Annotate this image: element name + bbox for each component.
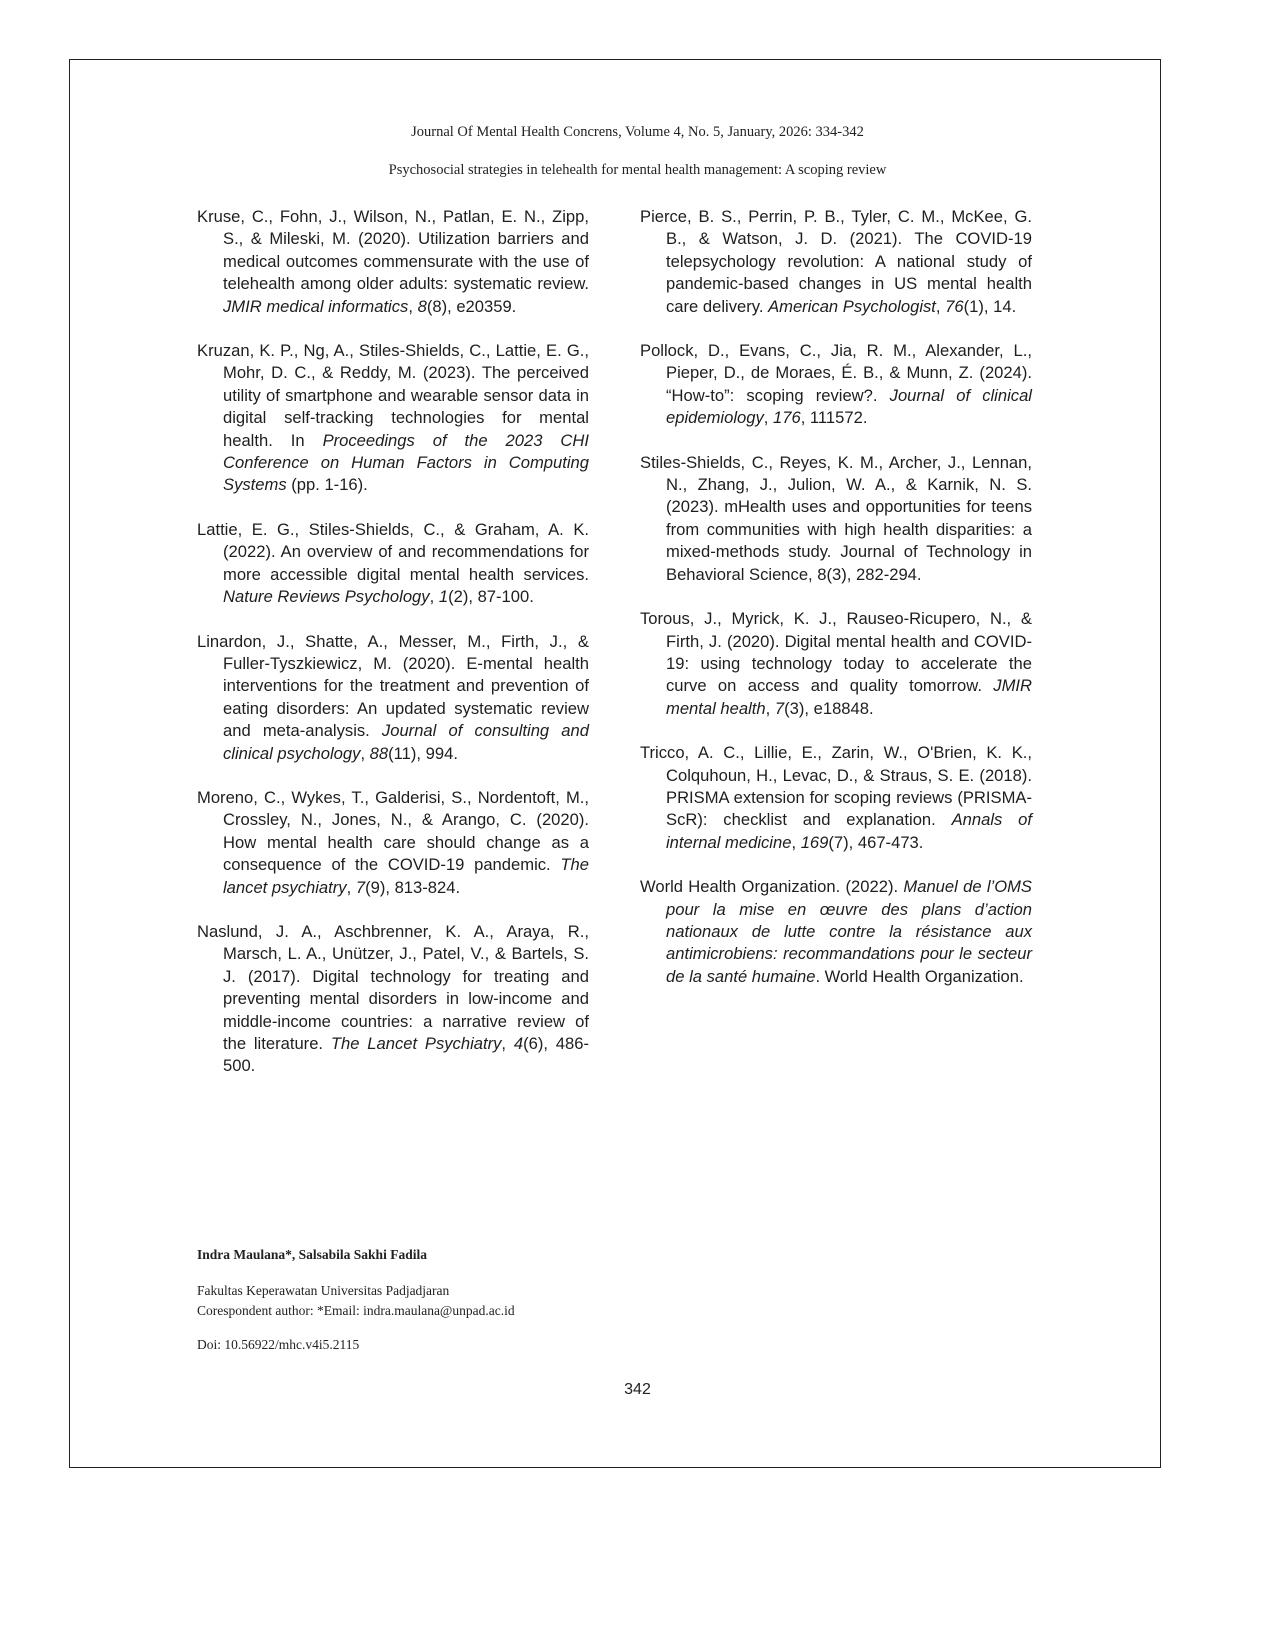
reference-source: JMIR mental health <box>666 676 1032 718</box>
reference-separator: , <box>791 832 801 852</box>
reference-entry <box>197 206 589 318</box>
reference-separator: , <box>763 408 774 428</box>
reference-details: (11), 994. <box>388 743 458 763</box>
reference-text: Naslund, J. A., Aschbrenner, K. A., Araya, R., Marsch, L. A., Unützer, J., Patel, V., & Bartels, S. J. (2017). Digital technology for treating and preventing mental disorders in low-income and middle-income countries: a narrative review of the literature. <box>197 921 589 1053</box>
references-column-right <box>640 206 1032 1010</box>
references-column-left <box>197 206 589 1100</box>
reference-volume: 4 <box>513 1034 524 1053</box>
reference-source: Proceedings of the 2023 CHI Conference on Human Factors in Computing Systems <box>223 430 589 495</box>
reference-entry <box>640 876 1032 988</box>
reference-details: (3), e18848. <box>784 698 874 718</box>
reference-text: Pollock, D., Evans, C., Jia, R. M., Alexander, L., Pieper, D., de Moraes, É. B., & Munn, Z. (2024). “How-to”: scoping review?. <box>640 341 1032 405</box>
reference-source: The Lancet Psychiatry <box>330 1034 502 1053</box>
reference-separator: , <box>346 877 356 897</box>
reference-details: (7), 467-473. <box>828 832 924 852</box>
reference-volume: 8 <box>417 296 427 316</box>
reference-text: Stiles-Shields, C., Reyes, K. M., Archer, J., Lennan, N., Zhang, J., Julion, W. A., & Karnik, N. S. (2023). mHealth uses and opportunities for teens from communities with high health disparities: a mixed-methods study. Journal of Technology in Behavioral Science, 8(3), 282-294. <box>640 452 1032 584</box>
reference-text: Pierce, B. S., Perrin, P. B., Tyler, C. M., McKee, G. B., & Watson, J. D. (2021). The COVID-19 telepsychology revolution: A national study of pandemic-based changes in US mental health care delivery. <box>640 207 1032 316</box>
reference-text: Lattie, E. G., Stiles-Shields, C., & Graham, A. K. (2022). An overview of and recommendations for more accessible digital mental health services. <box>197 519 589 584</box>
running-header-journal: Journal Of Mental Health Concrens, Volume 4, No. 5, January, 2026: 334-342 <box>411 124 864 140</box>
reference-separator: , <box>501 1034 514 1053</box>
reference-source: Nature Reviews Psychology <box>223 587 430 607</box>
reference-text: Kruse, C., Fohn, J., Wilson, N., Patlan, E. N., Zipp, S., & Mileski, M. (2020). Utilization barriers and medical outcomes commensurate with the use of telehealth among older adults: systematic review. <box>197 207 589 294</box>
reference-separator: , <box>360 743 370 763</box>
reference-volume: 7 <box>774 698 785 718</box>
reference-text: Kruzan, K. P., Ng, A., Stiles-Shields, C., Lattie, E. G., Mohr, D. C., & Reddy, M. (2023). The perceived utility of smartphone and wearable sensor data in digital self-tracking technologies for mental health. In <box>197 341 589 450</box>
reference-entry <box>640 340 1032 430</box>
reference-details: (9), 813-824. <box>365 877 461 897</box>
reference-source: Journal of consulting and clinical psychology <box>223 721 589 763</box>
reference-details: (1), 14. <box>963 296 1017 316</box>
reference-details: . World Health Organization. <box>815 966 1024 986</box>
reference-details: (2), 87-100. <box>448 587 534 607</box>
reference-volume: 88 <box>369 743 389 763</box>
reference-details: , 111572. <box>800 408 868 428</box>
reference-details: (8), e20359. <box>426 296 517 316</box>
affiliation: Fakultas Keperawatan Universitas Padjadjaran <box>197 1283 450 1298</box>
reference-details: (pp. 1-16). <box>286 475 368 495</box>
running-header-title: Psychosocial strategies in telehealth for mental health management: A scoping review <box>388 162 887 178</box>
page-number: 342 <box>624 1381 651 1398</box>
reference-separator: , <box>935 296 946 316</box>
reference-entry <box>197 631 589 765</box>
reference-entry <box>197 340 589 497</box>
reference-volume: 7 <box>355 877 366 897</box>
reference-entry <box>197 787 589 899</box>
reference-source: JMIR medical informatics <box>223 296 409 316</box>
reference-separator: , <box>765 698 775 718</box>
reference-volume: 1 <box>438 587 449 607</box>
reference-source: Manuel de l’OMS pour la mise en œuvre des plans d’action nationaux de lutte contre la résistance aux antimicrobiens: recommandations pour le secteur de la santé humaine <box>666 877 1032 986</box>
doi: Doi: 10.56922/mhc.v4i5.2115 <box>197 1337 360 1352</box>
reference-volume: 76 <box>945 296 964 316</box>
reference-text: Tricco, A. C., Lillie, E., Zarin, W., O'Brien, K. K., Colquhoun, H., Levac, D., & Straus, S. E. (2018). PRISMA extension for scoping reviews (PRISMA-ScR): checklist and explanation. <box>640 743 1032 830</box>
reference-source: The lancet psychiatry <box>223 855 589 897</box>
reference-entry <box>197 921 589 1078</box>
reference-separator: , <box>429 587 439 607</box>
author-block <box>197 1247 515 1353</box>
reference-source: Journal of clinical epidemiology <box>666 385 1032 428</box>
reference-volume: 169 <box>800 832 829 852</box>
reference-volume: 176 <box>773 408 801 428</box>
reference-text: Linardon, J., Shatte, A., Messer, M., Firth, J., & Fuller-Tyszkiewicz, M. (2020). E-mental health interventions for the treatment and prevention of eating disorders: An updated systematic review and meta-analysis. <box>197 631 589 741</box>
reference-entry <box>640 742 1032 854</box>
reference-text: Moreno, C., Wykes, T., Galderisi, S., Nordentoft, M., Crossley, N., Jones, N., & Arango, C. (2020). How mental health care should change as a consequence of the COVID-19 pandemic. <box>197 787 589 875</box>
author-names: Indra Maulana*, Salsabila Sakhi Fadila <box>197 1247 427 1262</box>
corresponding-author: Corespondent author: *Email: indra.maulana@unpad.ac.id <box>197 1303 515 1318</box>
reference-text: World Health Organization. (2022). <box>640 877 904 897</box>
reference-entry <box>640 608 1032 720</box>
reference-entry <box>640 452 1032 586</box>
reference-entry <box>197 519 589 609</box>
reference-text: Torous, J., Myrick, K. J., Rauseo-Ricupero, N., & Firth, J. (2020). Digital mental health and COVID-19: using technology today to accelerate the curve on access and quality tomorrow. <box>640 609 1032 696</box>
reference-separator: , <box>408 296 418 316</box>
reference-source: American Psychologist <box>768 296 936 316</box>
reference-source: Annals of internal medicine <box>666 810 1032 852</box>
reference-details: (6), 486-500. <box>223 1034 589 1076</box>
reference-entry <box>640 206 1032 318</box>
